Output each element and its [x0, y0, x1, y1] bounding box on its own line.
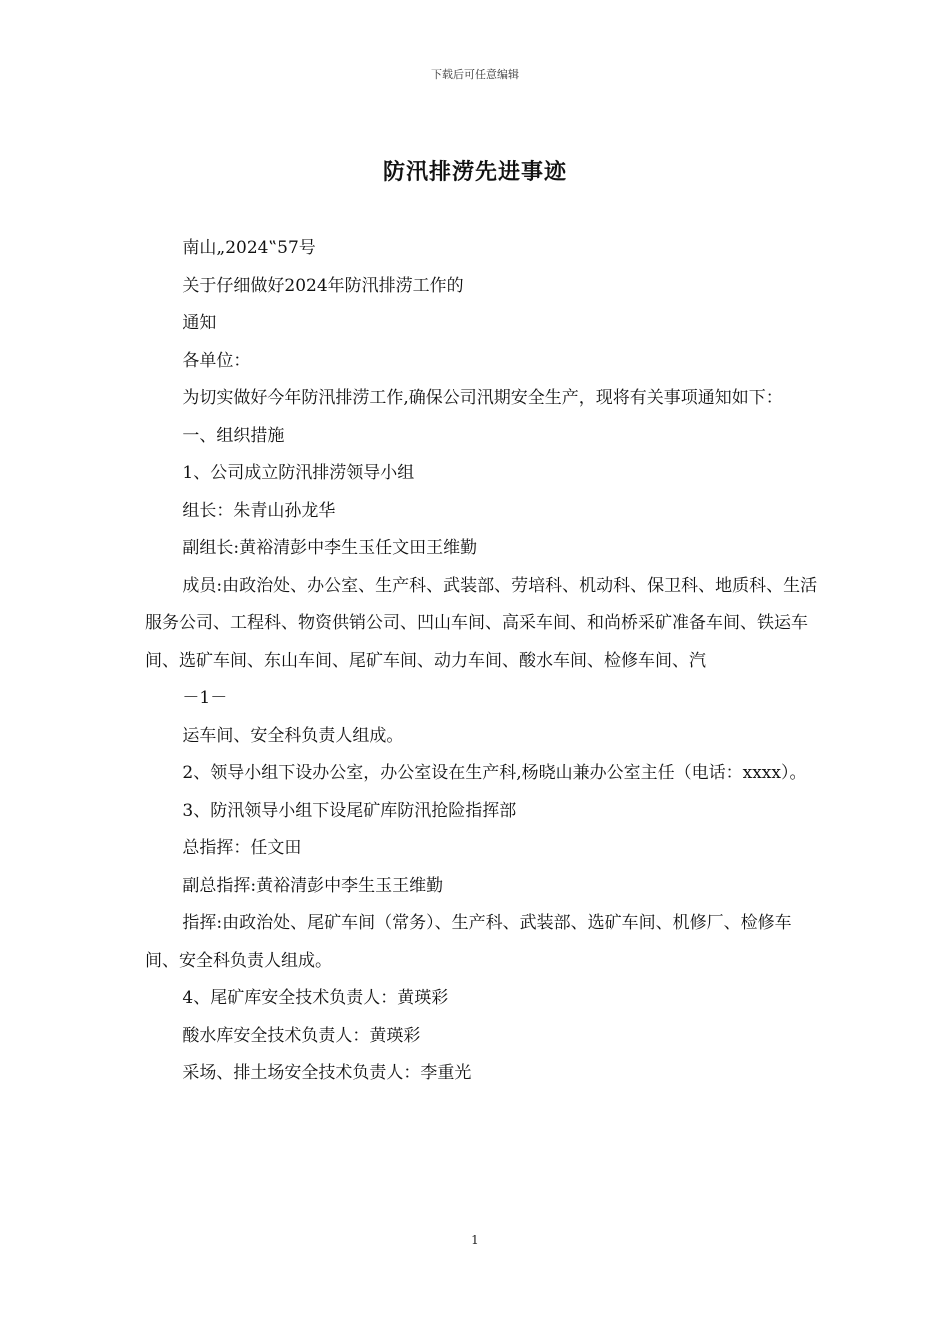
notice-subject: 关于仔细做好2024年防汛排涝工作的 — [182, 275, 464, 296]
intro-paragraph: 为切实做好今年防汛排涝工作,确保公司汛期安全生产，现将有关事项通知如下： — [182, 388, 783, 408]
team-leader: 组长：朱青山孙龙华 — [182, 500, 336, 521]
deputy-team-leader: 副组长:黄裕清彭中李生玉任文田王维勤 — [182, 538, 478, 558]
members-paragraph-continued: 运车间、安全科负责人组成。 — [182, 725, 404, 746]
acid-water-reservoir-lead: 酸水库安全技术负责人：黄瑛彩 — [182, 1025, 421, 1046]
doc-number: 南山„2024‟57号 — [182, 238, 316, 258]
members-paragraph: 成员:由政治处、办公室、生产科、武装部、劳培科、机动科、保卫科、地质科、生活服务公司、工程科、物资供销公司、凹山车间、高采车间、和尚桥采矿准备车间、铁运车间、选矿车间、东山车间、尾矿车间、动力车间、酸水车间、检修车间、汽 — [145, 575, 818, 671]
stope-dump-lead: 采场、排土场安全技术负责人：李重光 — [182, 1063, 472, 1083]
item-4: 4、尾矿库安全技术负责人：黄瑛彩 — [182, 988, 449, 1008]
salutation: 各单位： — [182, 350, 251, 371]
page-number: 1 — [471, 1233, 479, 1247]
section-heading-organization: 一、组织措施 — [182, 425, 285, 446]
item-2: 2、领导小组下设办公室，办公室设在生产科,杨晓山兼办公室主任（电话：xxxx）。 — [182, 763, 807, 783]
document-title: 防汛排涝先进事迹 — [382, 159, 567, 185]
chief-commander: 总指挥：任文田 — [182, 838, 302, 858]
inline-page-marker: －1－ — [182, 688, 228, 708]
deputy-chief-commander: 副总指挥:黄裕清彭中李生玉王维勤 — [182, 875, 444, 896]
header-note: 下载后可任意编辑 — [431, 68, 519, 81]
item-1: 1、公司成立防汛排涝领导小组 — [182, 463, 415, 483]
notice-subject-end: 通知 — [182, 313, 217, 333]
item-3: 3、防汛领导小组下设尾矿库防汛抢险指挥部 — [182, 800, 517, 821]
document-body — [145, 230, 820, 1093]
command-members: 指挥:由政治处、尾矿车间（常务）、生产科、武装部、选矿车间、机修厂、检修车间、安全科负责人组成。 — [145, 913, 792, 971]
